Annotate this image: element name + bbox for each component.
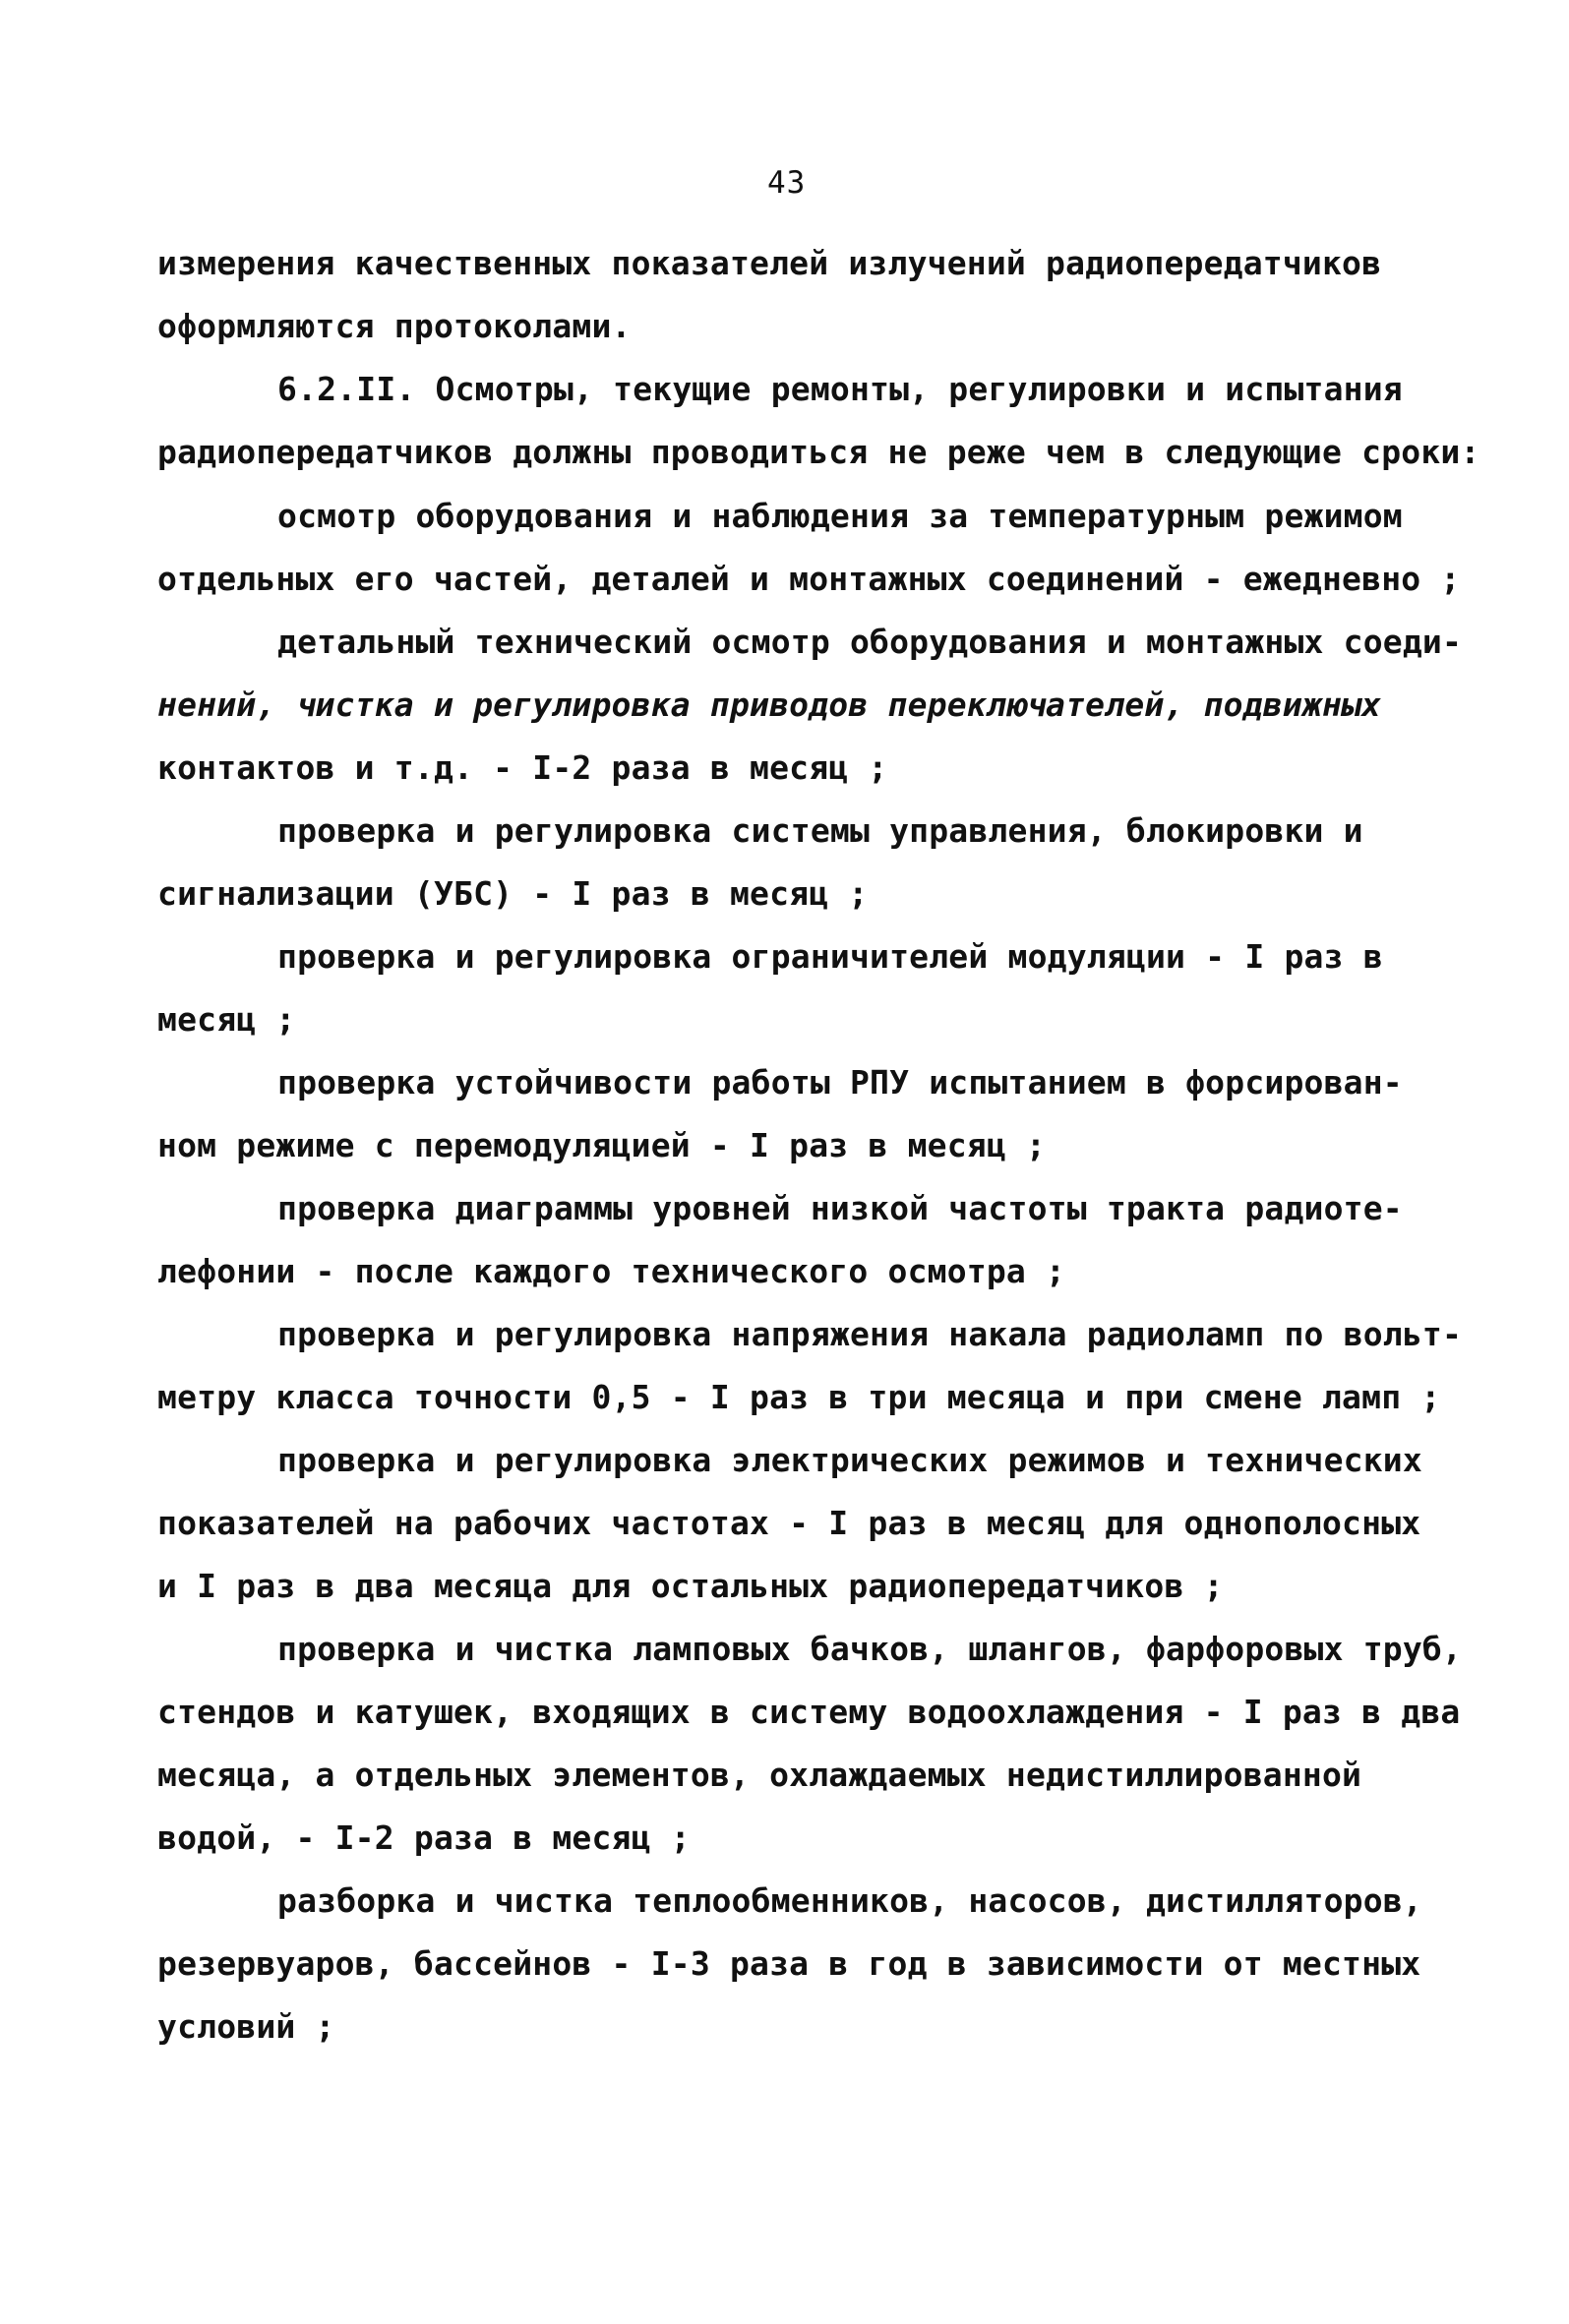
text-line-3: 6.2.II. Осмотры, текущие ремонты, регулировки и испытания — [277, 370, 1403, 408]
text-line-29: условий ; — [157, 2007, 335, 2046]
text-line-11: сигнализации (УБС) - I раз в месяц ; — [157, 874, 869, 913]
text-line-1: измерения качественных показателей излучений радиопередатчиков — [157, 244, 1382, 282]
text-line-8: нений, чистка и регулировка приводов переключателей, подвижных — [157, 685, 1382, 724]
page-number: 43 — [767, 165, 807, 201]
text-line-22: и I раз в два месяца для остальных радиопередатчиков ; — [157, 1567, 1224, 1605]
text-line-14: проверка устойчивости работы РПУ испытанием в форсирован- — [277, 1063, 1403, 1102]
text-line-25: месяца, а отдельных элементов, охлаждаемых недистиллированной — [157, 1756, 1362, 1794]
text-line-27: разборка и чистка теплообменников, насосов, дистилляторов, — [277, 1881, 1422, 1920]
text-line-15: ном режиме с перемодуляцией - I раз в месяц ; — [157, 1126, 1047, 1164]
text-line-6: отдельных его частей, деталей и монтажных соединений - ежедневно ; — [157, 560, 1461, 598]
text-line-5: осмотр оборудования и наблюдения за температурным режимом — [277, 497, 1403, 535]
text-line-16: проверка диаграммы уровней низкой частоты тракта радиоте- — [277, 1189, 1403, 1227]
text-line-10: проверка и регулировка системы управления, блокировки и — [277, 811, 1363, 850]
text-line-2: оформляются протоколами. — [157, 307, 632, 345]
text-line-17: лефонии - после каждого технического осмотра ; — [157, 1252, 1066, 1290]
text-line-18: проверка и регулировка напряжения накала радиоламп по вольт- — [277, 1315, 1463, 1353]
text-line-24: стендов и катушек, входящих в систему водоохлаждения - I раз в два — [157, 1693, 1461, 1731]
text-line-4: радиопередатчиков должны проводиться не реже чем в следующие сроки: — [157, 433, 1480, 471]
text-line-7: детальный технический осмотр оборудования и монтажных соеди- — [277, 623, 1463, 661]
text-line-12: проверка и регулировка ограничителей модуляции - I раз в — [277, 937, 1383, 976]
text-line-21: показателей на рабочих частотах - I раз в месяц для однополосных — [157, 1504, 1421, 1542]
text-line-20: проверка и регулировка электрических режимов и технических — [277, 1441, 1422, 1479]
text-line-19: метру класса точности 0,5 - I раз в три месяца и при смене ламп ; — [157, 1378, 1441, 1416]
text-line-23: проверка и чистка ламповых бачков, шлангов, фарфоровых труб, — [277, 1630, 1463, 1668]
text-line-13: месяц ; — [157, 1000, 296, 1039]
text-line-26: водой, - I-2 раза в месяц ; — [157, 1818, 691, 1857]
text-line-9: контактов и т.д. - I-2 раза в месяц ; — [157, 748, 888, 787]
text-line-28: резервуаров, бассейнов - I-3 раза в год в зависимости от местных — [157, 1944, 1421, 1983]
